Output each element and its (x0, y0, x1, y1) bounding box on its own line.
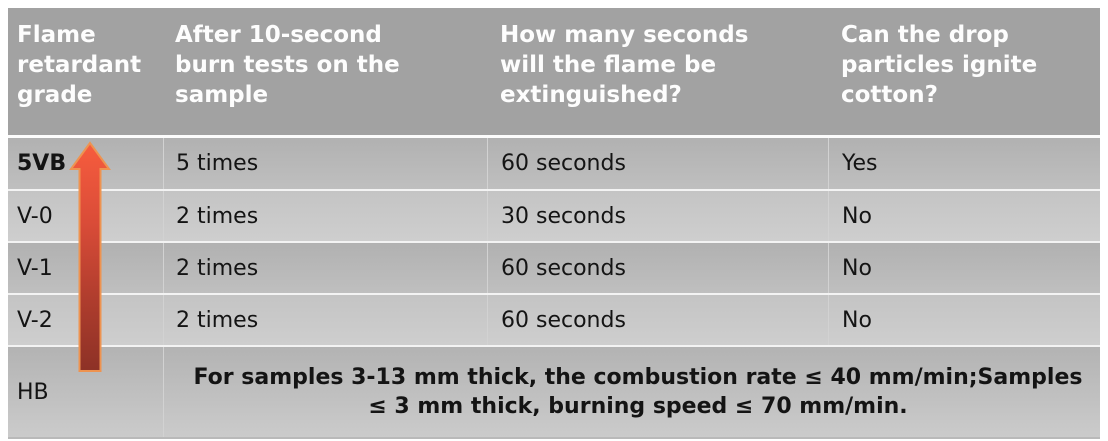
burn-tests-cell: 2 times (163, 191, 487, 241)
hb-note-cell (163, 347, 1100, 437)
burn-tests-cell: 2 times (163, 295, 487, 345)
grade-cell: V-1 (17, 255, 53, 281)
table-header-row (8, 8, 1100, 138)
ignites-cotton-cell: No (828, 295, 1100, 345)
header-line: grade (17, 82, 93, 108)
header-ignite-cotton (828, 8, 1100, 135)
ignites-cotton-cell: No (828, 243, 1100, 293)
header-line: How many seconds (500, 22, 749, 48)
header-line: Can the drop (841, 22, 1009, 48)
header-extinguish-time (487, 8, 828, 135)
header-line: particles ignite (841, 52, 1038, 78)
ignites-cotton-cell: No (828, 191, 1100, 241)
header-burn-tests (163, 8, 487, 135)
header-line: sample (175, 82, 269, 108)
header-line: retardant (17, 52, 142, 78)
header-line: will the flame be (500, 52, 717, 78)
header-flame-retardant-grade (8, 8, 163, 135)
header-line: extinguished? (500, 82, 682, 108)
grade-cell: V-2 (17, 307, 53, 333)
header-line: burn tests on the (175, 52, 400, 78)
hb-note-line: For samples 3-13 mm thick, the combustion rate ≤ 40 mm/min;Samples (193, 365, 1083, 390)
ignites-cotton-cell: Yes (828, 138, 1100, 189)
table-row-v1 (8, 243, 1100, 295)
table-row-v0 (8, 191, 1100, 243)
header-line: After 10-second (175, 22, 382, 48)
extinguish-time-cell: 60 seconds (487, 295, 828, 345)
header-line: cotton? (841, 82, 938, 108)
table-row-v2 (8, 295, 1100, 347)
hb-note-line: ≤ 3 mm thick, burning speed ≤ 70 mm/min. (368, 394, 908, 419)
grade-cell: 5VB (17, 151, 67, 176)
header-line: Flame (17, 22, 96, 48)
extinguish-time-cell: 60 seconds (487, 243, 828, 293)
table-row-hb (8, 347, 1100, 437)
grade-cell: V-0 (17, 203, 53, 229)
flame-retardant-table (8, 8, 1100, 439)
grade-cell: HB (17, 379, 49, 405)
burn-tests-cell: 2 times (163, 243, 487, 293)
extinguish-time-cell: 60 seconds (487, 138, 828, 189)
burn-tests-cell: 5 times (163, 138, 487, 189)
table-row-5vb (8, 138, 1100, 191)
extinguish-time-cell: 30 seconds (487, 191, 828, 241)
